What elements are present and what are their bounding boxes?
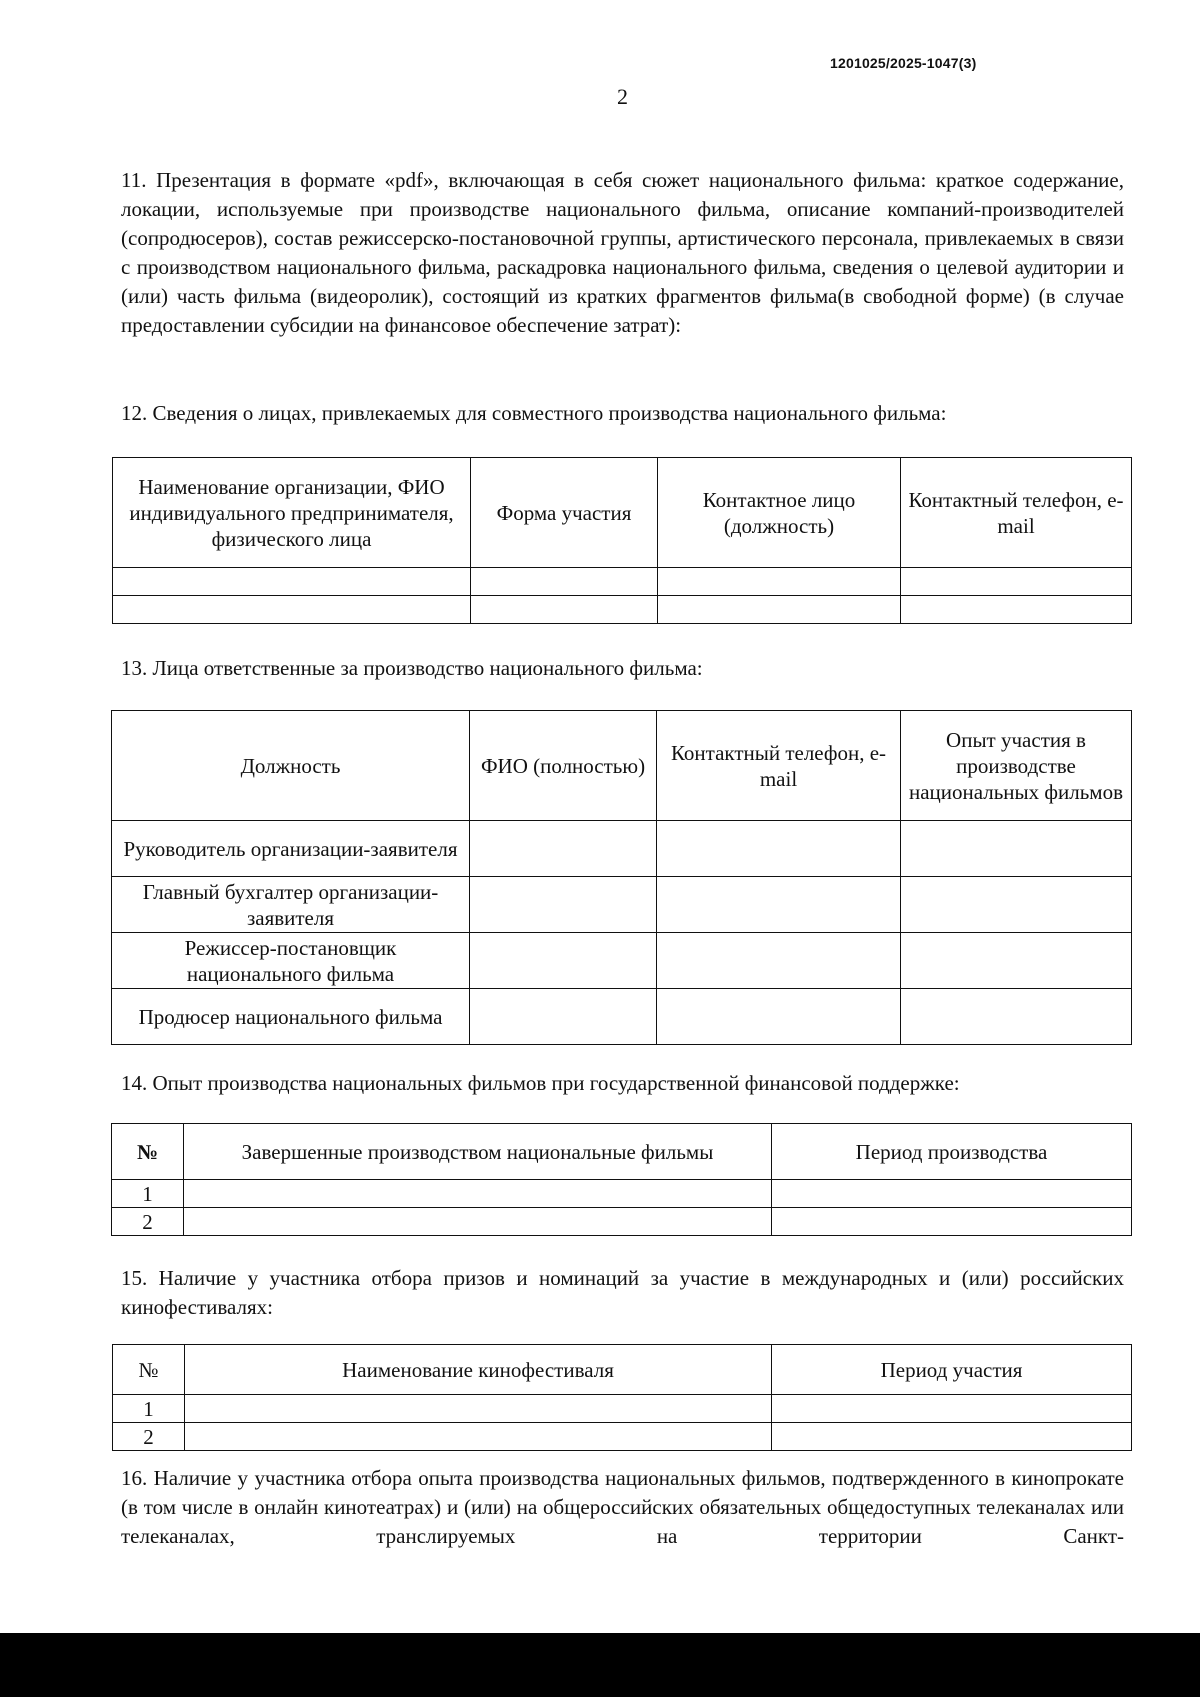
empty-cell: [470, 877, 657, 933]
header-experience: Опыт участия в производстве национальных фильмов: [901, 711, 1132, 821]
table-row: [112, 933, 1132, 989]
empty-cell: [184, 1208, 772, 1236]
empty-cell: [772, 1180, 1132, 1208]
scan-black-border: [0, 1633, 1200, 1697]
row-number: 2: [113, 1423, 185, 1451]
header-production-period: Период производства: [772, 1124, 1132, 1180]
empty-cell: [901, 596, 1132, 624]
position-cell: Режиссер-постановщик национального фильма: [112, 933, 470, 989]
header-organization: Наименование организации, ФИО индивидуального предпринимателя, физического лица: [113, 458, 471, 568]
table-header-row: [113, 1345, 1132, 1395]
table-row: [113, 568, 1132, 596]
row-number: 1: [113, 1395, 185, 1423]
page-number: 2: [617, 84, 628, 109]
position-cell: Руководитель организации-заявителя: [112, 821, 470, 877]
festivals-table: [112, 1344, 1132, 1451]
empty-cell: [901, 933, 1132, 989]
row-number: 2: [112, 1208, 184, 1236]
header-contact-person: Контактное лицо (должность): [658, 458, 901, 568]
empty-cell: [471, 568, 658, 596]
position-cell: Главный бухгалтер организации-заявителя: [112, 877, 470, 933]
header-participation-period: Период участия: [772, 1345, 1132, 1395]
header-full-name: ФИО (полностью): [470, 711, 657, 821]
header-contact-phone: Контактный телефон, e-mail: [657, 711, 901, 821]
co-production-table: [112, 457, 1132, 624]
section-14-heading: 14. Опыт производства национальных фильмов при государственной финансовой поддержке:: [121, 1071, 960, 1095]
header-number: №: [113, 1345, 185, 1395]
row-number: 1: [112, 1180, 184, 1208]
table-header-row: [112, 711, 1132, 821]
header-completed-films: Завершенные производством национальные фильмы: [184, 1124, 772, 1180]
empty-cell: [184, 1180, 772, 1208]
table-row: [112, 1180, 1132, 1208]
empty-cell: [901, 821, 1132, 877]
empty-cell: [901, 989, 1132, 1045]
empty-cell: [657, 989, 901, 1045]
header-contact-phone: Контактный телефон, e-mail: [901, 458, 1132, 568]
empty-cell: [658, 568, 901, 596]
empty-cell: [772, 1395, 1132, 1423]
funded-films-table: [111, 1123, 1132, 1236]
table-row: [112, 1208, 1132, 1236]
empty-cell: [470, 933, 657, 989]
table-row: [112, 989, 1132, 1045]
document-id: 1201025/2025-1047(3): [830, 55, 977, 71]
table-row: [112, 877, 1132, 933]
empty-cell: [658, 596, 901, 624]
header-participation-form: Форма участия: [471, 458, 658, 568]
table-header-row: [112, 1124, 1132, 1180]
empty-cell: [772, 1423, 1132, 1451]
empty-cell: [470, 821, 657, 877]
empty-cell: [901, 568, 1132, 596]
empty-cell: [657, 821, 901, 877]
empty-cell: [471, 596, 658, 624]
header-festival-name: Наименование кинофестиваля: [185, 1345, 772, 1395]
table-row: [113, 1395, 1132, 1423]
empty-cell: [657, 933, 901, 989]
empty-cell: [185, 1395, 772, 1423]
table-row: [112, 821, 1132, 877]
empty-cell: [470, 989, 657, 1045]
table-header-row: [113, 458, 1132, 568]
empty-cell: [772, 1208, 1132, 1236]
section-15-heading: 15. Наличие у участника отбора призов и номинаций за участие в международных и (или) российских кинофестивалях:: [121, 1266, 1124, 1319]
empty-cell: [185, 1423, 772, 1451]
position-cell: Продюсер национального фильма: [112, 989, 470, 1045]
section-12-heading: 12. Сведения о лицах, привлекаемых для совместного производства национального фильма:: [121, 401, 947, 425]
empty-cell: [113, 596, 471, 624]
empty-cell: [657, 877, 901, 933]
header-number: №: [112, 1124, 184, 1180]
section-13-heading: 13. Лица ответственные за производство национального фильма:: [121, 656, 703, 680]
header-position: Должность: [112, 711, 470, 821]
section-16-text: 16. Наличие у участника отбора опыта производства национальных фильмов, подтвержденного в кинопрокате (в том числе в онлайн кинотеатрах) и (или) на общероссийских обязательных общедоступных телеканалах или телеканалах, транслируемых на территории Санкт-: [121, 1466, 1124, 1548]
section-11-text: 11. Презентация в формате «pdf», включающая в себя сюжет национального фильма: краткое содержание, локации, используемые при производстве национального фильма, описание компаний-производителей (сопродюсеров), состав режиссерско-постановочной группы, артистического персонала, привлекаемых в связи с производством национального фильма, раскадровка национального фильма, сведения о целевой аудитории и (или) часть фильма (видеоролик), состоящий из кратких фрагментов фильма(в свободной форме) (в случае предоставлении субсидии на финансовое обеспечение затрат):: [121, 168, 1124, 337]
table-row: [113, 1423, 1132, 1451]
responsible-persons-table: [111, 710, 1132, 1045]
empty-cell: [113, 568, 471, 596]
table-row: [113, 596, 1132, 624]
empty-cell: [901, 877, 1132, 933]
